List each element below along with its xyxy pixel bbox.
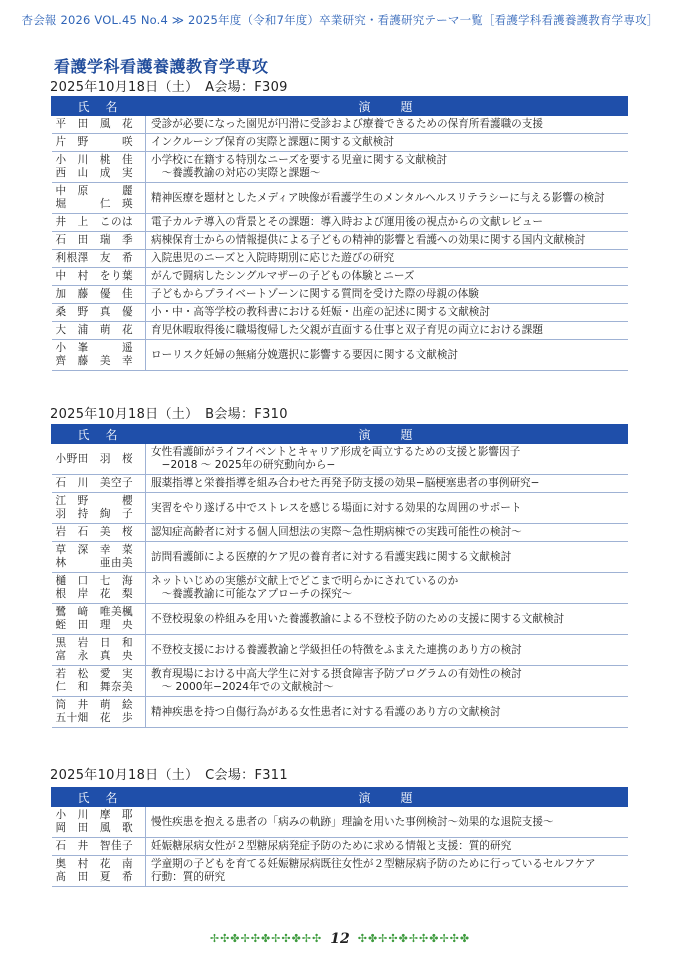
table-row bbox=[52, 524, 628, 542]
student-names-cell bbox=[52, 340, 146, 371]
student-names-cell bbox=[52, 807, 146, 838]
table-row bbox=[52, 214, 628, 232]
table-row bbox=[52, 542, 628, 573]
student-name: 根 岸 花 梨 bbox=[55, 588, 134, 600]
student-name: 西 山 成 実 bbox=[55, 167, 134, 179]
research-topic: 女性看護師がライフイベントとキャリア形成を両立するための支援と影響因子 bbox=[151, 446, 521, 458]
research-topic-cell bbox=[146, 152, 628, 183]
student-names-cell bbox=[52, 116, 146, 134]
table-row bbox=[52, 304, 628, 322]
research-topic-cell bbox=[146, 134, 628, 152]
research-topic-cell bbox=[146, 183, 628, 214]
page-footer bbox=[0, 928, 680, 947]
research-topic: 電子カルテ導入の背景とその課題：導入時および運用後の視点からの文献レビュー bbox=[151, 216, 543, 228]
research-topic: 〜養護教諭の対応の実際と課題〜 bbox=[151, 167, 321, 179]
research-topic-cell bbox=[146, 250, 628, 268]
student-names-cell bbox=[52, 304, 146, 322]
research-topic: 慢性疾患を抱える患者の「病みの軌跡」理論を用いた事例検討〜効果的な退院支援〜 bbox=[151, 815, 554, 828]
research-topic-cell bbox=[146, 116, 628, 134]
table-row bbox=[52, 807, 628, 838]
table-row bbox=[52, 838, 628, 856]
research-topic: ネットいじめの実態が文献上でどこまで明らかにされているのか bbox=[151, 575, 459, 587]
session-c-heading: 2025年10月18日（土） C会場：F311 bbox=[50, 768, 288, 783]
research-topic: −2018 〜 2025年の研究動向から− bbox=[151, 459, 336, 471]
research-topic: インクルーシブ保育の実際と課題に関する文献検討 bbox=[151, 136, 394, 148]
session-a-heading: 2025年10月18日（土） A会場：F309 bbox=[50, 80, 288, 95]
table-row bbox=[52, 116, 628, 134]
research-topic: 入院患児のニーズと入院時期別に応じた遊びの研究 bbox=[151, 252, 395, 264]
student-name: 林 亜由美 bbox=[55, 557, 134, 569]
research-topic: 子どもからプライベートゾーンに関する質問を受けた際の母親の体験 bbox=[151, 288, 479, 300]
column-header-name: 氏 名 bbox=[52, 788, 146, 807]
table-row bbox=[52, 573, 628, 604]
research-topic-cell bbox=[146, 444, 628, 475]
research-topic-cell bbox=[146, 524, 628, 542]
table-row bbox=[52, 152, 628, 183]
research-topic: 教育現場における中高大学生に対する摂食障害予防プログラムの有効性の検討 bbox=[151, 668, 522, 680]
student-names-cell bbox=[52, 322, 146, 340]
research-topic: 受診が必要になった園児が円滑に受診および療養できるための保育所看護職の支援 bbox=[151, 118, 543, 130]
research-topic-cell bbox=[146, 635, 628, 666]
student-name: 石 井 智佳子 bbox=[55, 840, 134, 852]
student-name: 加 藤 優 佳 bbox=[55, 288, 134, 300]
student-name: 石 田 瑞 季 bbox=[55, 234, 134, 246]
student-name: 小 川 摩 耶 bbox=[55, 809, 134, 821]
research-topic: 不登校現象の枠組みを用いた養護教諭による不登校予防のための支援に関する文献検討 bbox=[151, 612, 565, 625]
table-header-row bbox=[52, 788, 628, 807]
research-topic: 実習をやり遂げる中でストレスを感じる場面に対する効果的な周囲のサポート bbox=[151, 501, 522, 514]
research-topic: 学童期の子どもを育てる妊娠糖尿病既往女性が２型糖尿病予防のために行っているセルフケア bbox=[151, 858, 596, 870]
research-topic: 〜養護教諭に可能なアプローチの探究〜 bbox=[151, 588, 353, 600]
student-names-cell bbox=[52, 152, 146, 183]
research-topic-cell bbox=[146, 666, 628, 697]
student-name: 若 松 愛 実 bbox=[55, 668, 134, 680]
column-header-topic: 演 題 bbox=[146, 97, 628, 116]
student-name: 石 川 美空子 bbox=[55, 477, 134, 489]
column-header-name: 氏 名 bbox=[52, 97, 146, 116]
table-row bbox=[52, 697, 628, 728]
student-names-cell bbox=[52, 573, 146, 604]
research-topic-cell bbox=[146, 697, 628, 728]
table-row bbox=[52, 322, 628, 340]
student-name: 堀 仁 瑛 bbox=[55, 198, 134, 210]
student-names-cell bbox=[52, 214, 146, 232]
student-name: 草 深 幸 菜 bbox=[55, 544, 134, 556]
student-names-cell bbox=[52, 524, 146, 542]
footer-ornament-right: ✣✤✢✣✤✢✣✤✢✣✤ bbox=[357, 932, 471, 945]
table-row bbox=[52, 493, 628, 524]
student-names-cell bbox=[52, 542, 146, 573]
page-number: 12 bbox=[330, 930, 350, 947]
research-topic-cell bbox=[146, 604, 628, 635]
research-topic: 認知症高齢者に対する個人回想法の実際〜急性期病棟での実践可能性の検討〜 bbox=[151, 526, 522, 538]
research-topic-cell bbox=[146, 573, 628, 604]
research-topic: 精神疾患を持つ自傷行為がある女性患者に対する看護のあり方の文献検討 bbox=[151, 705, 501, 718]
student-name: 平 田 風 花 bbox=[55, 118, 134, 130]
student-name: 中 原 麗 bbox=[55, 185, 134, 197]
research-topic-cell bbox=[146, 807, 628, 838]
running-header: 杏会報 2026 VOL.45 No.4 ≫ 2025年度（令和7年度）卒業研究・看護研究テーマ一覧［看護学科看護養護教育学専攻］ bbox=[21, 13, 659, 27]
student-names-cell bbox=[52, 856, 146, 887]
student-name: 齊 藤 美 幸 bbox=[55, 355, 134, 367]
research-topic: 病棟保育士からの情報提供による子どもの精神的影響と看護への効果に関する国内文献検討 bbox=[151, 234, 586, 246]
student-names-cell bbox=[52, 250, 146, 268]
student-names-cell bbox=[52, 475, 146, 493]
table-row bbox=[52, 268, 628, 286]
student-name: 利根澤 友 希 bbox=[55, 252, 134, 264]
student-names-cell bbox=[52, 666, 146, 697]
student-names-cell bbox=[52, 286, 146, 304]
student-name: 髙 田 夏 希 bbox=[55, 871, 134, 883]
student-name: 黒 岩 日 和 bbox=[55, 637, 134, 649]
research-topic-cell bbox=[146, 268, 628, 286]
column-header-name: 氏 名 bbox=[52, 425, 146, 444]
research-topic: がんで闘病したシングルマザーの子どもの体験とニーズ bbox=[151, 270, 415, 282]
student-name: 筒 井 萌 絵 bbox=[55, 699, 134, 711]
student-name: 仁 和 舞奈美 bbox=[55, 681, 134, 693]
student-names-cell bbox=[52, 232, 146, 250]
research-topic: 育児休暇取得後に職場復帰した父親が直面する仕事と双子育児の両立における課題 bbox=[151, 324, 543, 336]
research-topic-cell bbox=[146, 542, 628, 573]
research-topic-cell bbox=[146, 340, 628, 371]
research-topic-cell bbox=[146, 286, 628, 304]
research-topic: ローリスク妊婦の無痛分娩選択に影響する要因に関する文献検討 bbox=[151, 348, 459, 361]
research-topic-cell bbox=[146, 475, 628, 493]
table-row bbox=[52, 232, 628, 250]
research-topic: 小学校に在籍する特別なニーズを要する児童に関する文献検討 bbox=[151, 154, 448, 166]
research-topic: 不登校支援における養護教諭と学級担任の特徴をふまえた連携のあり方の検討 bbox=[151, 643, 522, 656]
research-topic-cell bbox=[146, 838, 628, 856]
student-names-cell bbox=[52, 134, 146, 152]
table-row bbox=[52, 635, 628, 666]
research-topic-cell bbox=[146, 214, 628, 232]
student-names-cell bbox=[52, 493, 146, 524]
research-topic: 訪問看護師による医療的ケア児の養育者に対する看護実践に関する文献検討 bbox=[151, 550, 512, 563]
student-names-cell bbox=[52, 183, 146, 214]
table-row bbox=[52, 604, 628, 635]
student-name: 富 永 真 央 bbox=[55, 650, 134, 662]
student-names-cell bbox=[52, 697, 146, 728]
column-header-topic: 演 題 bbox=[146, 425, 628, 444]
student-name: 小 川 桃 佳 bbox=[55, 154, 134, 166]
research-topic-cell bbox=[146, 232, 628, 250]
student-name: 樋 口 七 海 bbox=[55, 575, 134, 587]
research-topic: 精神医療を題材としたメディア映像が看護学生のメンタルヘルスリテラシーに与える影響の検討 bbox=[151, 191, 605, 204]
student-name: 岡 田 風 歌 bbox=[55, 822, 134, 834]
student-names-cell bbox=[52, 838, 146, 856]
session-b-table bbox=[51, 424, 628, 728]
student-name: 岩 石 美 桜 bbox=[55, 526, 134, 538]
page-title: 看護学科看護養護教育学専攻 bbox=[54, 57, 269, 76]
research-topic-cell bbox=[146, 856, 628, 887]
research-topic-cell bbox=[146, 493, 628, 524]
table-row bbox=[52, 666, 628, 697]
column-header-topic: 演 題 bbox=[146, 788, 628, 807]
table-row bbox=[52, 183, 628, 214]
research-topic: 行動：質的研究 bbox=[151, 871, 226, 883]
research-topic: 〜 2000年−2024年での文献検討〜 bbox=[151, 681, 334, 693]
student-name: 片 野 咲 bbox=[55, 136, 134, 148]
research-topic: 小・中・高等学校の教科書における妊娠・出産の記述に関する文献検討 bbox=[151, 306, 490, 318]
table-row bbox=[52, 475, 628, 493]
student-names-cell bbox=[52, 444, 146, 475]
table-row bbox=[52, 250, 628, 268]
student-name: 中 村 をり葉 bbox=[55, 270, 134, 282]
student-names-cell bbox=[52, 604, 146, 635]
table-header-row bbox=[52, 97, 628, 116]
student-name: 鷺 﨑 唯美楓 bbox=[55, 606, 134, 618]
table-row bbox=[52, 286, 628, 304]
student-name: 江 野 櫻 bbox=[55, 495, 134, 507]
student-name: 小 峯 遥 bbox=[55, 342, 134, 354]
session-c-table bbox=[51, 787, 628, 887]
student-name: 井 上 このは bbox=[55, 216, 134, 228]
research-topic: 服薬指導と栄養指導を組み合わせた再発予防支援の効果−脳梗塞患者の事例研究− bbox=[151, 477, 540, 489]
table-header-row bbox=[52, 425, 628, 444]
table-row bbox=[52, 444, 628, 475]
table-row bbox=[52, 134, 628, 152]
student-name: 桑 野 真 優 bbox=[55, 306, 134, 318]
student-name: 五十畑 花 歩 bbox=[55, 712, 134, 724]
session-b-heading: 2025年10月18日（土） B会場：F310 bbox=[50, 407, 288, 422]
research-topic-cell bbox=[146, 322, 628, 340]
student-names-cell bbox=[52, 635, 146, 666]
student-name: 奥 村 花 南 bbox=[55, 858, 134, 870]
table-row bbox=[52, 856, 628, 887]
student-names-cell bbox=[52, 268, 146, 286]
student-name: 大 浦 萌 花 bbox=[55, 324, 134, 336]
student-name: 蛭 田 理 央 bbox=[55, 619, 134, 631]
footer-ornament-left: ✢✣✤✢✣✤✢✣✤✢✣ bbox=[209, 932, 323, 945]
student-name: 小野田 羽 桜 bbox=[55, 452, 134, 465]
session-a-table bbox=[51, 96, 628, 371]
student-name: 羽 持 絢 子 bbox=[55, 508, 134, 520]
research-topic-cell bbox=[146, 304, 628, 322]
research-topic: 妊娠糖尿病女性が２型糖尿病発症予防のために求める情報と支援：質的研究 bbox=[151, 840, 512, 852]
table-row bbox=[52, 340, 628, 371]
